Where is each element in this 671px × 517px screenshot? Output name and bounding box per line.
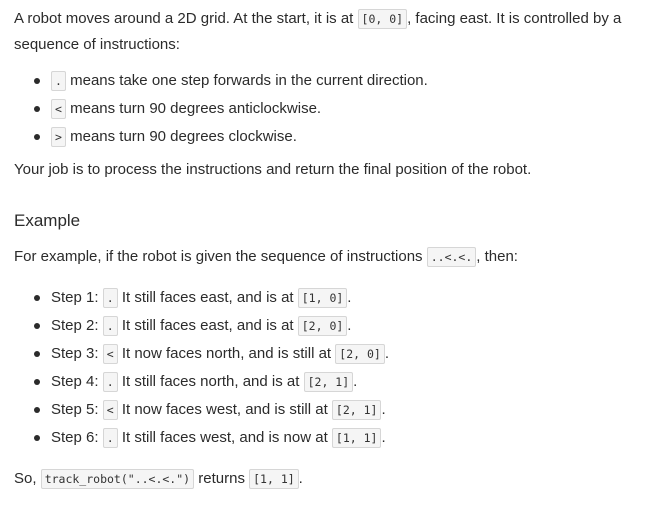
example-intro-paragraph <box>14 244 657 270</box>
task-paragraph: Your job is to process the instructions and return the final position of the robot. <box>14 161 532 178</box>
step-position-code: [2, 0] <box>298 316 348 336</box>
bullet-icon <box>34 379 40 385</box>
step-label: Step 6: <box>51 429 99 446</box>
step-text: It now faces west, and is still at <box>121 401 328 418</box>
step-text: It now faces north, and is still at <box>121 345 332 362</box>
conclusion-text-1: So, <box>14 470 41 487</box>
step-item <box>34 340 657 368</box>
step-end: . <box>347 289 352 306</box>
step-text: It still faces east, and is at <box>121 317 294 334</box>
bullet-icon <box>34 134 40 140</box>
instruction-text: means turn 90 degrees clockwise. <box>70 128 297 145</box>
step-position-code: [2, 0] <box>335 344 385 364</box>
step-text: It still faces west, and is now at <box>121 429 328 446</box>
intro-text-1: A robot moves around a 2D grid. At the start, it is at <box>14 10 358 27</box>
bullet-icon <box>34 295 40 301</box>
example-heading: Example <box>14 211 81 230</box>
function-call-code: track_robot("..<.<.") <box>41 469 194 489</box>
bullet-icon <box>34 78 40 84</box>
step-code: < <box>103 344 118 364</box>
step-position-code: [1, 1] <box>332 428 382 448</box>
step-label: Step 3: <box>51 345 99 362</box>
start-position-code: [0, 0] <box>358 9 408 29</box>
conclusion-text-3: . <box>298 470 303 487</box>
step-item <box>34 396 657 424</box>
step-end: . <box>381 401 386 418</box>
step-list <box>14 284 657 452</box>
step-item <box>34 424 657 452</box>
step-end: . <box>381 429 386 446</box>
bullet-icon <box>34 407 40 413</box>
instruction-item <box>34 67 657 95</box>
step-code: . <box>103 372 118 392</box>
step-end: . <box>347 317 352 334</box>
sequence-code: ..<.<. <box>427 247 477 267</box>
step-label: Step 5: <box>51 401 99 418</box>
step-code: . <box>103 428 118 448</box>
step-item <box>34 368 657 396</box>
instruction-code: . <box>51 71 66 91</box>
step-label: Step 4: <box>51 373 99 390</box>
instruction-list <box>14 67 657 151</box>
instruction-code: < <box>51 99 66 119</box>
instruction-item <box>34 123 657 151</box>
intro-text-2: , facing east. It is controlled by a sequence of instructions: <box>14 10 622 53</box>
conclusion-text-2: returns <box>194 470 250 487</box>
step-text: It still faces east, and is at <box>121 289 294 306</box>
instruction-text: means turn 90 degrees anticlockwise. <box>70 100 322 117</box>
bullet-icon <box>34 323 40 329</box>
bullet-icon <box>34 351 40 357</box>
step-text: It still faces north, and is at <box>121 373 300 390</box>
instruction-code: > <box>51 127 66 147</box>
intro-paragraph <box>14 6 657 57</box>
conclusion-paragraph <box>14 466 657 492</box>
step-position-code: [2, 1] <box>332 400 382 420</box>
result-code: [1, 1] <box>249 469 299 489</box>
step-code: . <box>103 316 118 336</box>
step-code: < <box>103 400 118 420</box>
step-position-code: [2, 1] <box>304 372 354 392</box>
instruction-item <box>34 95 657 123</box>
bullet-icon <box>34 106 40 112</box>
step-label: Step 2: <box>51 317 99 334</box>
example-intro-text-1: For example, if the robot is given the sequence of instructions <box>14 248 427 265</box>
step-label: Step 1: <box>51 289 99 306</box>
example-intro-text-2: , then: <box>476 248 518 265</box>
bullet-icon <box>34 435 40 441</box>
step-end: . <box>353 373 358 390</box>
step-code: . <box>103 288 118 308</box>
instruction-text: means take one step forwards in the current direction. <box>70 72 428 89</box>
step-position-code: [1, 0] <box>298 288 348 308</box>
step-end: . <box>384 345 389 362</box>
step-item <box>34 284 657 312</box>
step-item <box>34 312 657 340</box>
